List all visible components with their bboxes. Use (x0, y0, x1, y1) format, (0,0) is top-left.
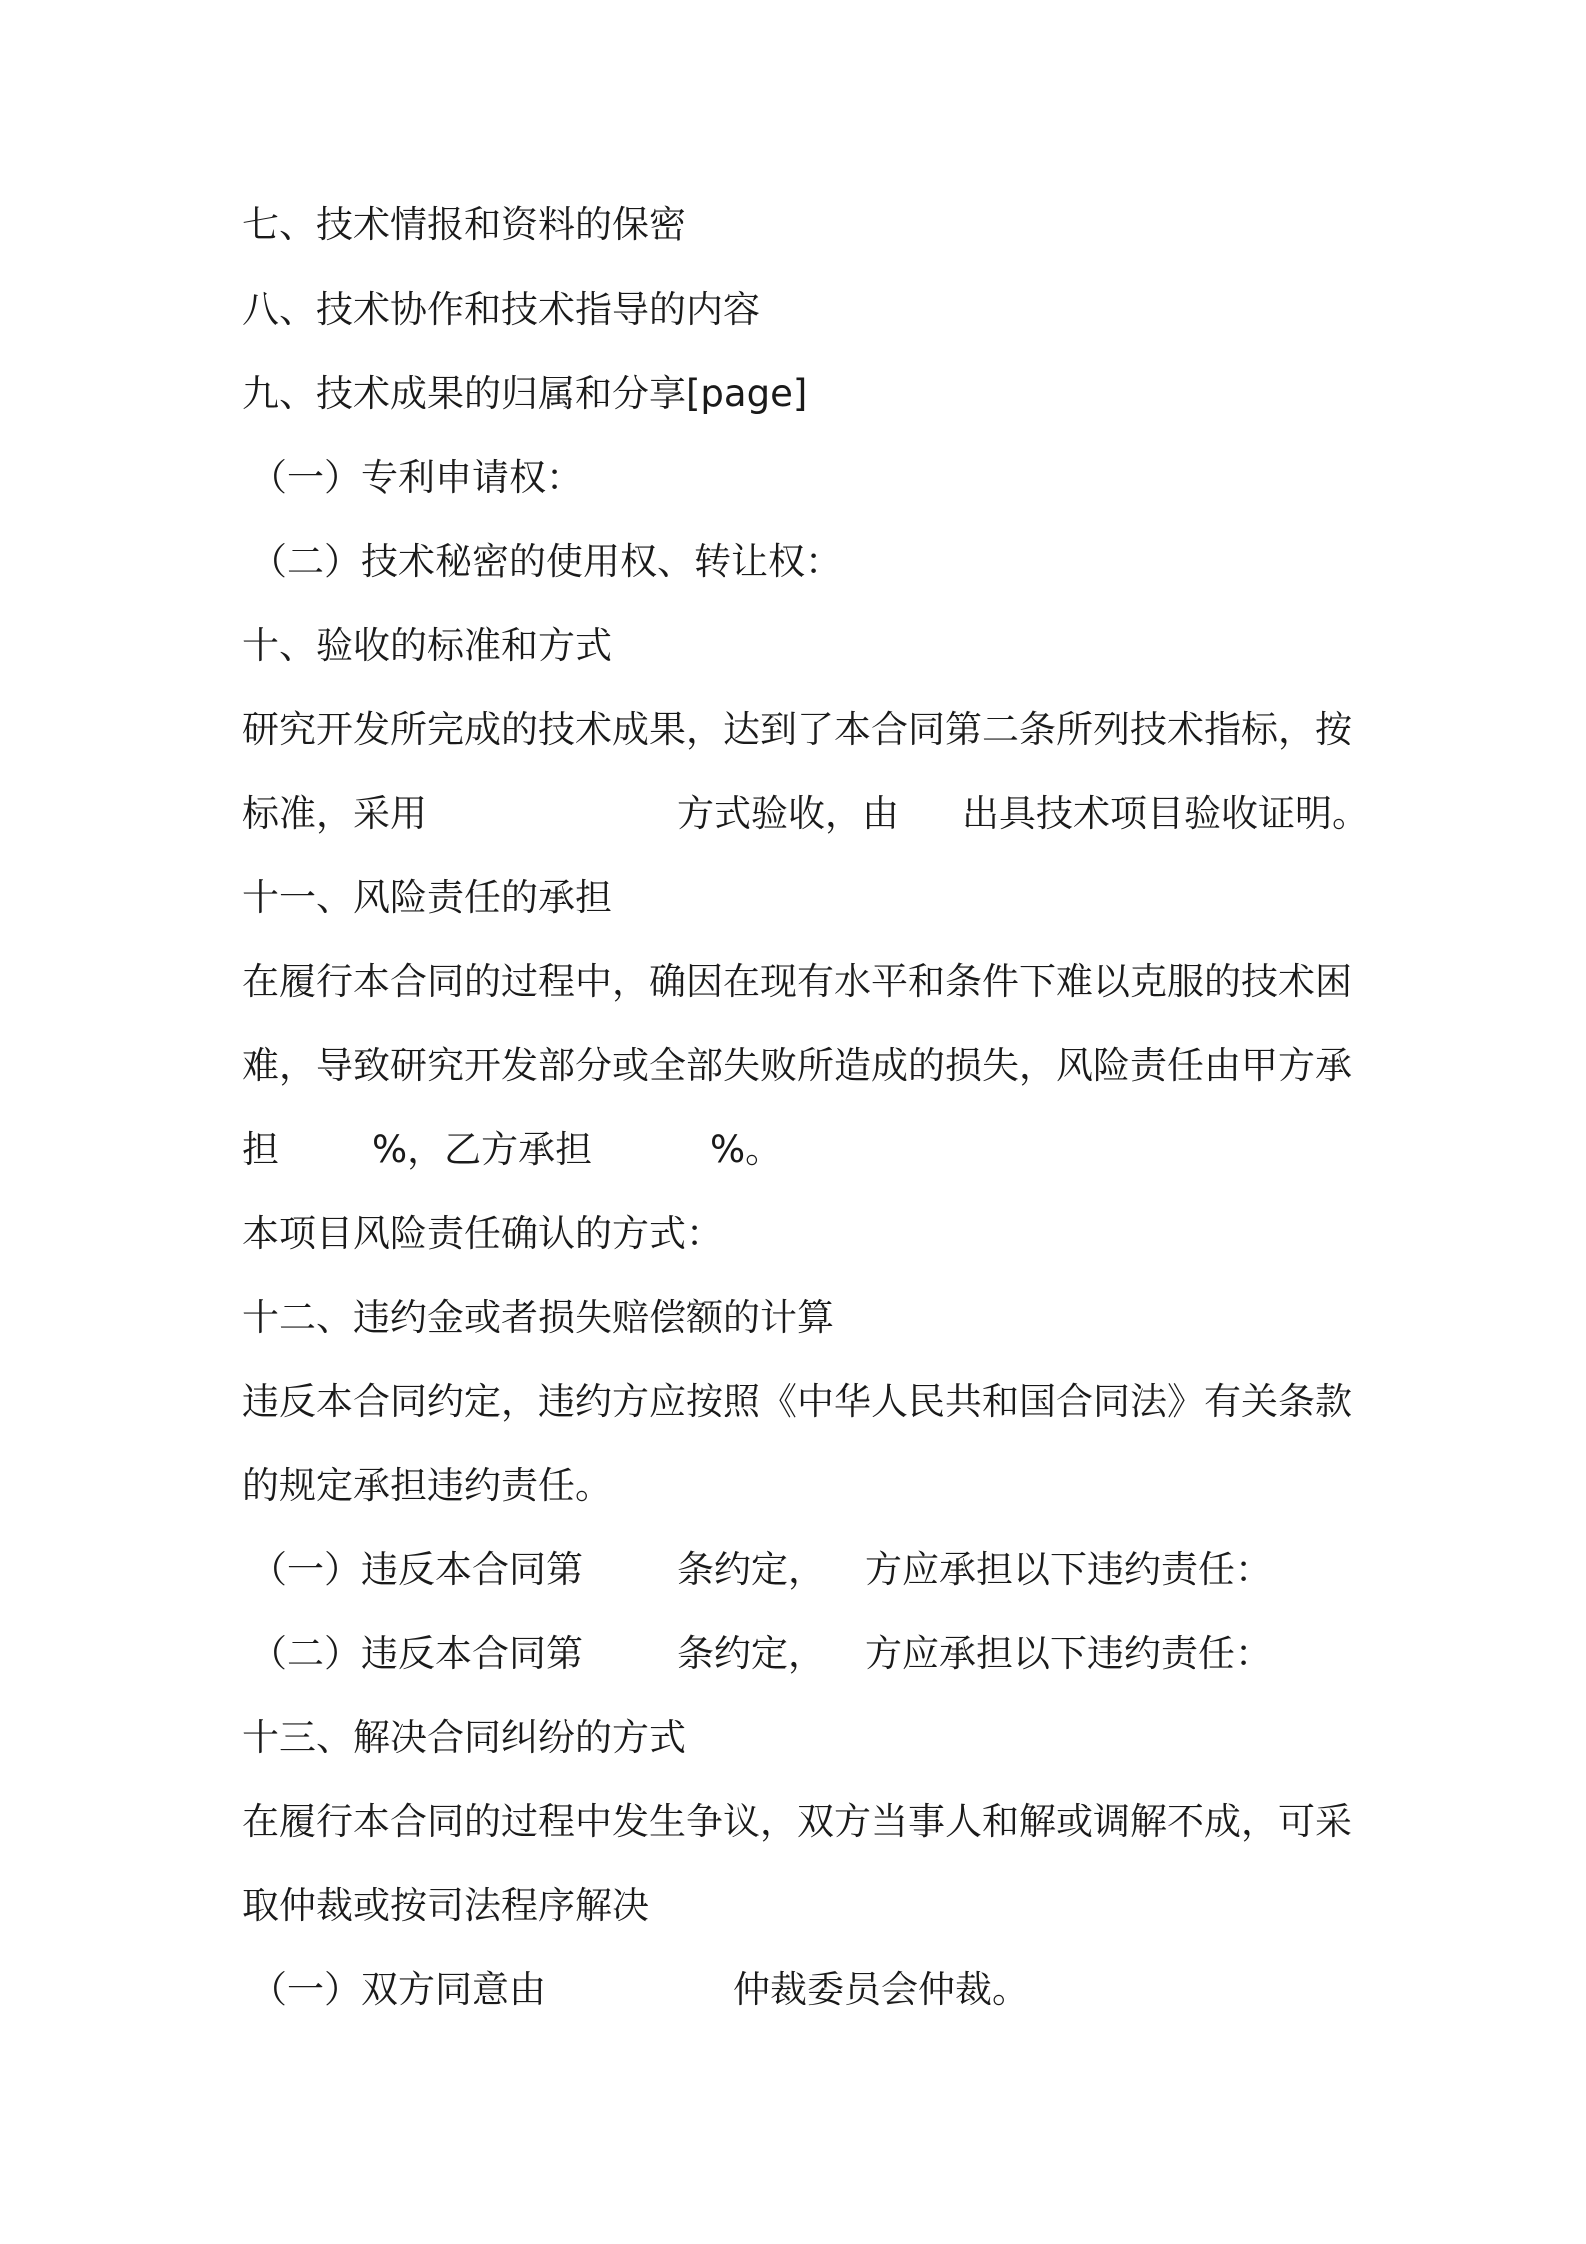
text-segment: 条约定， (677, 1632, 825, 1675)
text-segment: 方应承担以下违约责任： (865, 1548, 1272, 1591)
text-segment: 标准，采用 (242, 792, 427, 835)
text-segment: 担 (242, 1128, 279, 1171)
section-12-heading: 十二、违约金或者损失赔偿额的计算 (242, 1296, 834, 1339)
section-11-paragraph-line-2: 难，导致研究开发部分或全部失败所造成的损失，风险责任由甲方承 (242, 1044, 1352, 1087)
text-segment: （一）违反本合同第 (250, 1548, 583, 1591)
section-10-heading: 十、验收的标准和方式 (242, 624, 612, 667)
text-segment: （二）违反本合同第 (250, 1632, 583, 1675)
section-9-item-1: （一）专利申请权： (250, 456, 583, 499)
section-12-paragraph-line-1: 违反本合同约定，违约方应按照《中华人民共和国合同法》有关条款 (242, 1380, 1352, 1423)
section-8-heading: 八、技术协作和技术指导的内容 (242, 288, 760, 331)
section-11-paragraph-line-1: 在履行本合同的过程中，确因在现有水平和条件下难以克服的技术困 (242, 960, 1352, 1003)
section-11-paragraph-2: 本项目风险责任确认的方式： (242, 1212, 723, 1255)
section-11-heading: 十一、风险责任的承担 (242, 876, 612, 919)
section-13-item-1 (250, 1965, 1370, 2015)
text-segment: %。 (710, 1128, 783, 1171)
section-10-paragraph-line-2 (242, 789, 1369, 839)
text-segment: 方应承担以下违约责任： (865, 1632, 1272, 1675)
text-segment: 出具技术项目验收证明。 (962, 792, 1369, 835)
text-segment: %，乙方承担 (372, 1128, 593, 1171)
section-13-heading: 十三、解决合同纠纷的方式 (242, 1716, 686, 1759)
text-segment: （一）双方同意由 (250, 1968, 546, 2011)
section-13-paragraph-line-2: 取仲裁或按司法程序解决 (242, 1884, 649, 1927)
section-7-heading: 七、技术情报和资料的保密 (242, 203, 686, 246)
section-11-paragraph-line-3 (242, 1125, 1362, 1175)
section-12-item-2 (250, 1629, 1370, 1679)
section-12-paragraph-line-2: 的规定承担违约责任。 (242, 1464, 612, 1507)
text-segment: 仲裁委员会仲裁。 (733, 1968, 1029, 2011)
section-13-paragraph-line-1: 在履行本合同的过程中发生争议，双方当事人和解或调解不成，可采 (242, 1800, 1352, 1843)
section-12-item-1 (250, 1545, 1370, 1595)
section-10-paragraph-line-1: 研究开发所完成的技术成果，达到了本合同第二条所列技术指标，按 (242, 708, 1352, 751)
text-segment: 方式验收，由 (677, 792, 899, 835)
section-9-item-2: （二）技术秘密的使用权、转让权： (250, 540, 842, 583)
section-9-heading: 九、技术成果的归属和分享[page] (242, 372, 808, 415)
text-segment: 条约定， (677, 1548, 825, 1591)
